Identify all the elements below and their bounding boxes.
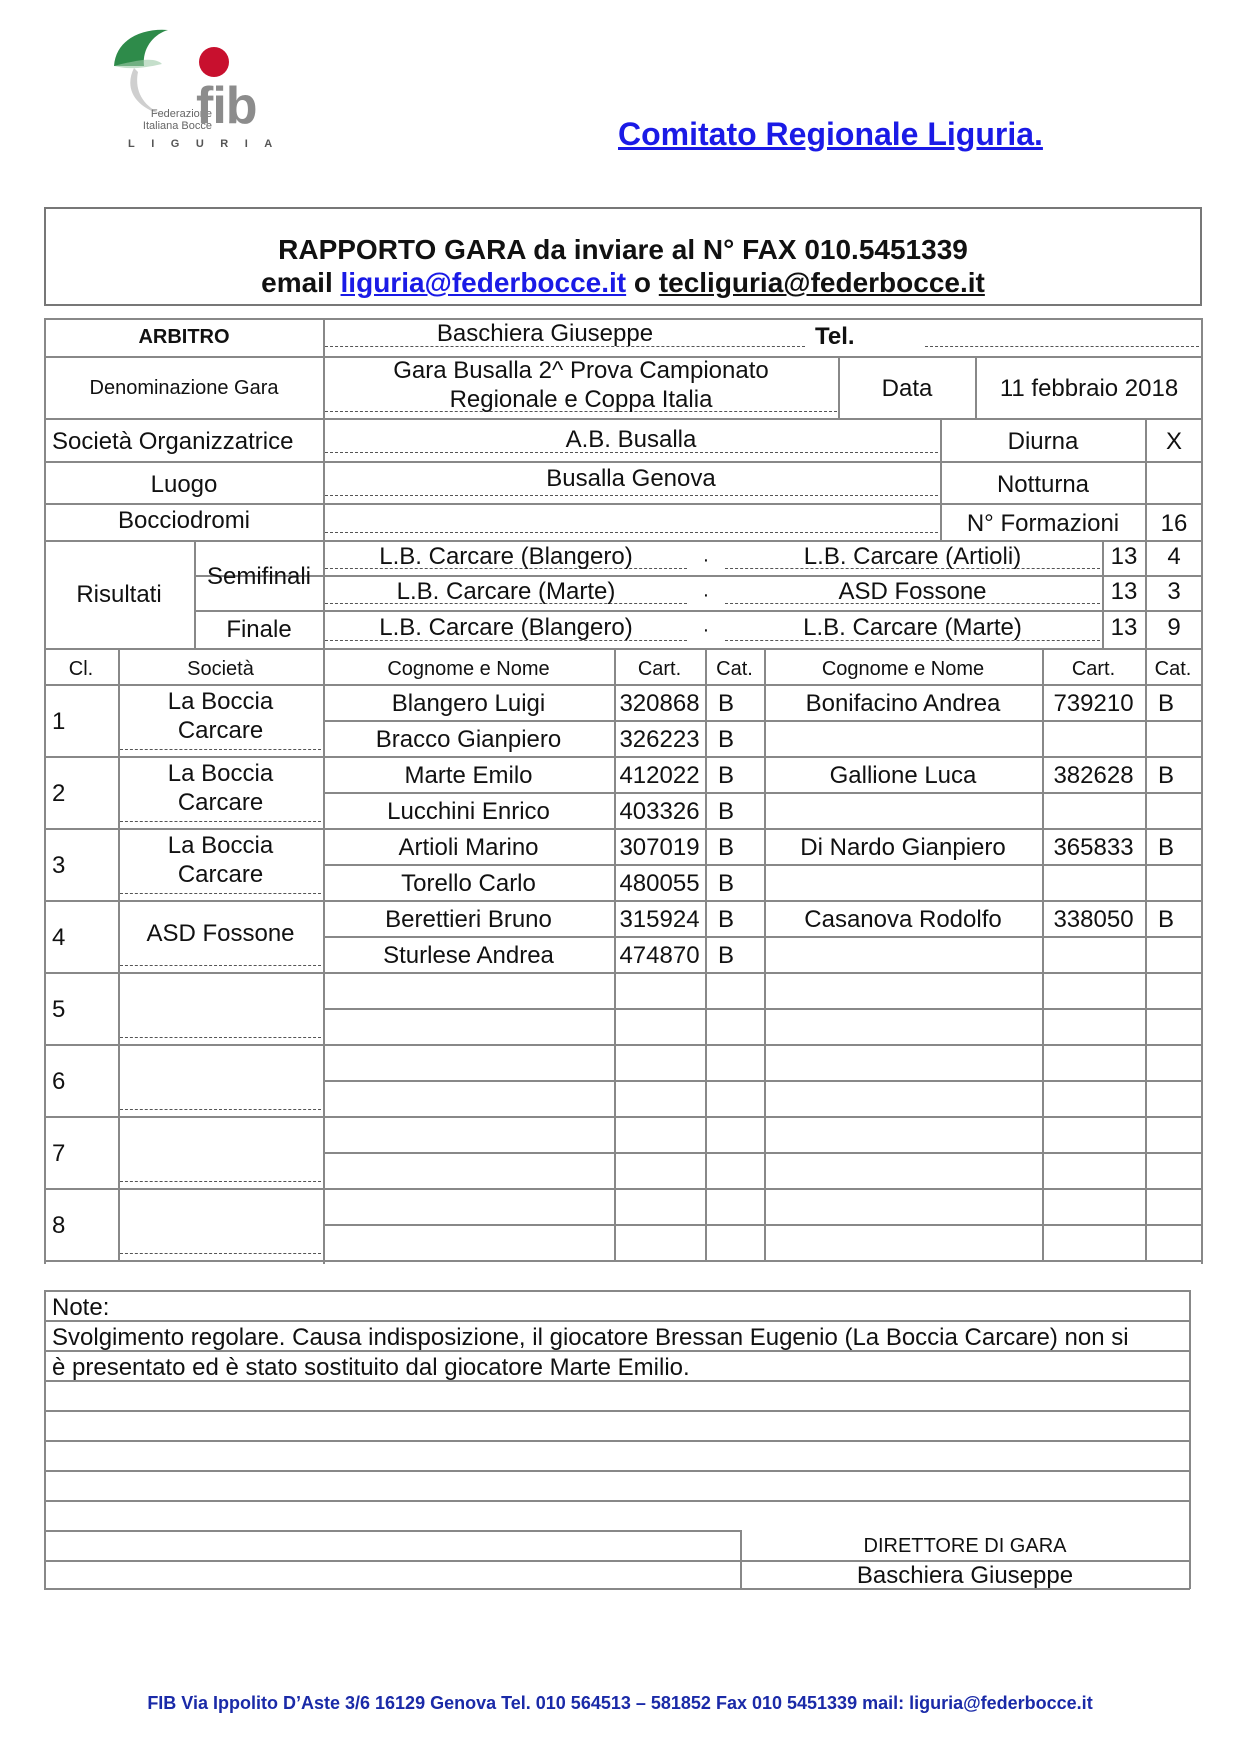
denominazione-line1: Gara Busalla 2^ Prova Campionato: [393, 357, 769, 384]
player-category: B: [718, 834, 735, 861]
player-card: 412022: [619, 762, 700, 789]
rank-6: 6: [52, 1068, 66, 1095]
player-name: Blangero Luigi: [391, 690, 546, 717]
bocciodromi-label: Bocciodromi: [117, 507, 251, 534]
luogo-value: Busalla Genova: [546, 465, 716, 492]
note-line1: Svolgimento regolare. Causa indisposizione, il giocatore Bressan Eugenio (La Boccia Carcare) non si: [52, 1324, 1129, 1351]
player-name: Berettieri Bruno: [385, 906, 552, 933]
societa-line1: La Boccia: [167, 688, 274, 715]
player-name: Sturlese Andrea: [383, 942, 554, 969]
player-category: B: [718, 870, 735, 897]
formazioni-value: 16: [1160, 510, 1188, 537]
notturna-label: Notturna: [996, 471, 1090, 498]
finale-score2: 9: [1167, 614, 1181, 641]
header-cat2: Cat.: [1154, 658, 1192, 680]
player-category: B: [718, 762, 735, 789]
rank-2: 2: [52, 780, 66, 807]
diurna-label: Diurna: [1007, 428, 1079, 455]
player-category: B: [718, 726, 735, 753]
note-label: Note:: [52, 1294, 110, 1321]
semifinale2-separator: ·: [702, 584, 710, 606]
player-card: 480055: [619, 870, 700, 897]
data-label: Data: [881, 375, 933, 402]
footer-contacts: FIB Via Ippolito D’Aste 3/6 16129 Genova Tel. 010 564513 – 581852 Fax 010 5451339 mail: liguria@federbocce.it: [147, 1693, 1093, 1713]
societa-line1: La Boccia: [167, 832, 274, 859]
player-name: Lucchini Enrico: [387, 798, 550, 825]
societa-line2: Carcare: [177, 861, 264, 888]
finale-team2: L.B. Carcare (Marte): [803, 614, 1022, 641]
player-name: Gallione Luca: [829, 762, 977, 789]
rank-4: 4: [52, 924, 66, 951]
player-card: 403326: [619, 798, 700, 825]
semifinale2-team1: L.B. Carcare (Marte): [396, 578, 616, 605]
logo-federazione-line2: Italiana Bocce: [142, 120, 212, 132]
player-category: B: [1158, 906, 1175, 933]
semifinale1-score2: 4: [1167, 543, 1181, 570]
societa-organizzatrice-label: Società Organizzatrice: [52, 428, 294, 455]
denominazione-label: Denominazione Gara: [89, 377, 279, 399]
header-societa: Società: [187, 658, 254, 680]
note-line2: è presentato ed è stato sostituito dal giocatore Marte Emilio.: [52, 1354, 690, 1381]
player-card: 474870: [619, 942, 700, 969]
player-name: Casanova Rodolfo: [804, 906, 1002, 933]
logo-federazione-line1: Federazione: [150, 108, 212, 120]
player-name: Artioli Marino: [398, 834, 539, 861]
finale-score1: 13: [1110, 614, 1138, 641]
header-cat1: Cat.: [716, 658, 753, 680]
semifinale1-team2: L.B. Carcare (Artioli): [803, 543, 1022, 570]
report-header: [44, 207, 1202, 306]
diurna-value: X: [1165, 428, 1182, 455]
player-category: B: [1158, 834, 1175, 861]
player-category: B: [718, 690, 735, 717]
finale-separator: ·: [702, 619, 710, 641]
rank-8: 8: [52, 1212, 66, 1239]
finale-team1: L.B. Carcare (Blangero): [379, 614, 633, 641]
player-category: B: [718, 798, 735, 825]
header-cl: Cl.: [68, 658, 94, 680]
fib-logo-icon: [104, 28, 284, 154]
player-category: B: [718, 906, 735, 933]
player-card: 739210: [1053, 690, 1134, 717]
data-value: 11 febbraio 2018: [999, 375, 1179, 402]
comitato-title[interactable]: Comitato Regionale Liguria.: [618, 116, 1043, 152]
player-card: 382628: [1053, 762, 1134, 789]
header-cart1: Cart.: [637, 658, 682, 680]
header-nome1: Cognome e Nome: [387, 658, 550, 680]
risultati-label: Risultati: [76, 581, 162, 608]
rank-1: 1: [52, 708, 66, 735]
societa-organizzatrice-value: A.B. Busalla: [565, 426, 697, 453]
player-name: Di Nardo Gianpiero: [800, 834, 1006, 861]
header-email-line: [46, 267, 1200, 299]
denominazione-line2: Regionale e Coppa Italia: [449, 386, 713, 413]
player-category: B: [1158, 690, 1175, 717]
logo-liguria-text: LIGURIA: [128, 138, 289, 150]
rank-7: 7: [52, 1140, 66, 1167]
logo-fib-text: fib: [196, 77, 257, 135]
semifinale2-score2: 3: [1167, 578, 1181, 605]
societa-line1: La Boccia: [167, 760, 274, 787]
formazioni-label: N° Formazioni: [966, 510, 1120, 537]
societa-name: ASD Fossone: [146, 920, 295, 947]
direttore-label: DIRETTORE DI GARA: [863, 1535, 1067, 1557]
player-name: Bracco Gianpiero: [375, 726, 562, 753]
player-card: 320868: [619, 690, 700, 717]
semifinale2-score1: 13: [1110, 578, 1138, 605]
header-nome2: Cognome e Nome: [821, 658, 985, 680]
semifinale1-score1: 13: [1110, 543, 1138, 570]
semifinale2-team2: ASD Fossone: [838, 578, 987, 605]
rank-5: 5: [52, 996, 66, 1023]
player-card: 326223: [619, 726, 700, 753]
player-name: Marte Emilo: [404, 762, 533, 789]
tel-label: Tel.: [815, 323, 855, 350]
player-category: B: [718, 942, 735, 969]
societa-line2: Carcare: [177, 717, 264, 744]
rank-3: 3: [52, 852, 66, 879]
finale-label: Finale: [226, 616, 292, 643]
semifinale1-team1: L.B. Carcare (Blangero): [379, 543, 633, 570]
email-or: o: [633, 267, 652, 298]
player-name: Torello Carlo: [401, 870, 536, 897]
player-category: B: [1158, 762, 1175, 789]
direttore-name: Baschiera Giuseppe: [856, 1562, 1074, 1589]
player-name: Bonifacino Andrea: [805, 690, 1001, 717]
semifinali-label: Semifinali: [206, 563, 312, 590]
societa-line2: Carcare: [177, 789, 264, 816]
player-card: 338050: [1053, 906, 1134, 933]
player-card: 365833: [1053, 834, 1134, 861]
email-prefix: email: [261, 267, 333, 298]
email-link-tecliguria[interactable]: tecliguria@federbocce.it: [658, 267, 985, 298]
fib-logo: [104, 28, 289, 154]
player-card: 315924: [619, 906, 700, 933]
header-cart2: Cart.: [1071, 658, 1116, 680]
email-link-liguria[interactable]: liguria@federbocce.it: [340, 267, 627, 298]
semifinale1-separator: ·: [702, 549, 710, 571]
header-fax-line: RAPPORTO GARA da inviare al N° FAX 010.5451339: [278, 234, 968, 265]
luogo-label: Luogo: [150, 471, 218, 498]
player-card: 307019: [619, 834, 700, 861]
arbitro-value: Baschiera Giuseppe: [436, 320, 654, 347]
arbitro-label: ARBITRO: [138, 326, 230, 348]
